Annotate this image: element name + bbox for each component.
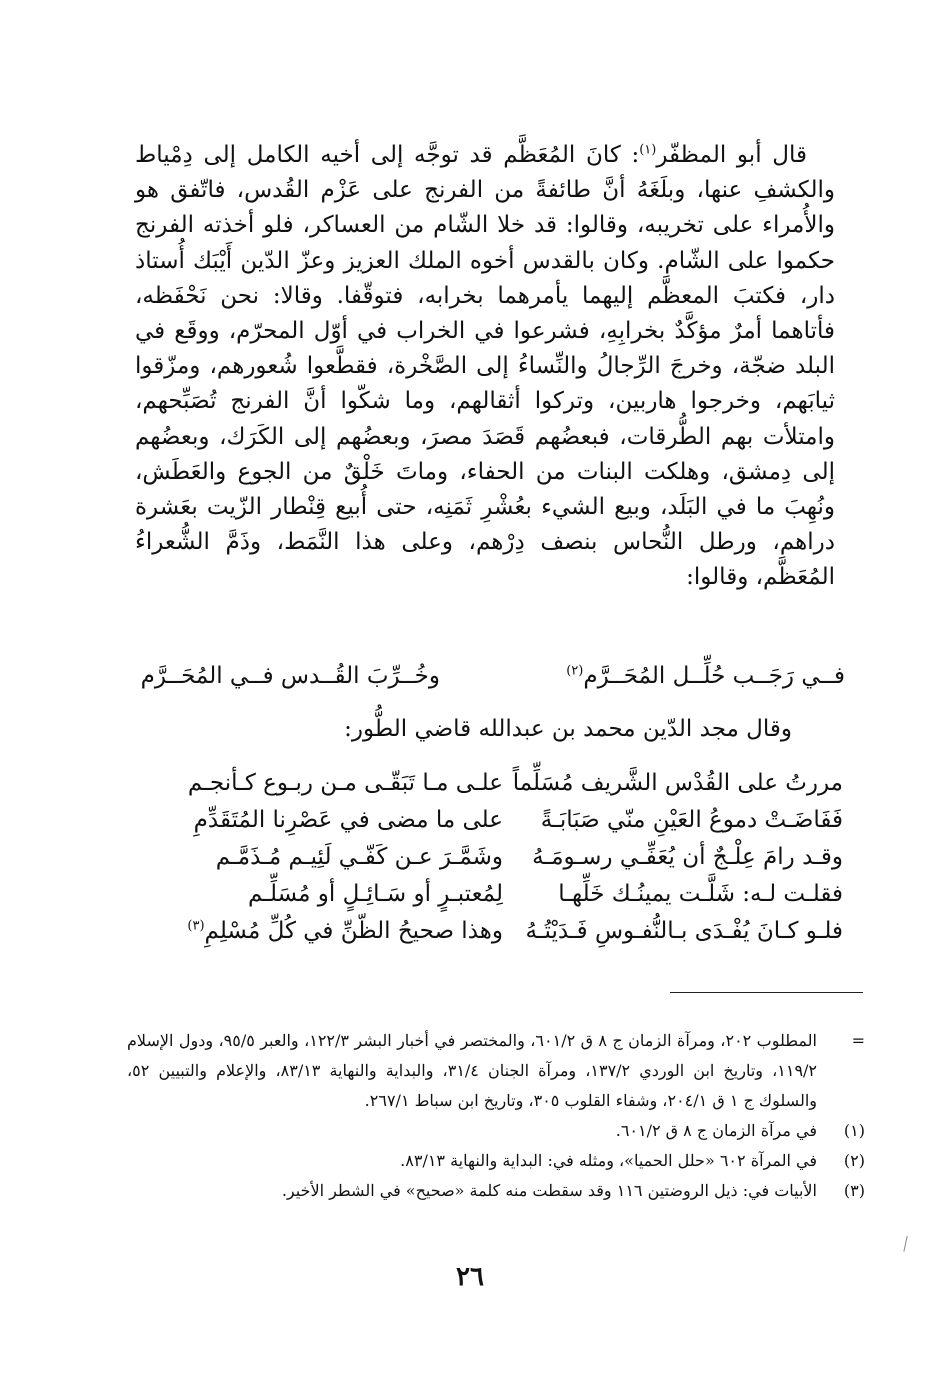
poem-second-hemistich: علـى مـا تَبَقّـى مـن ربـوع كـأنجـم — [187, 770, 503, 796]
page-number: ٢٦ — [456, 1262, 484, 1292]
verse-second-hemistich: وخُــرِّبَ القُــدس فــي المُحَــرَّم — [140, 663, 440, 689]
poem-second-hemistich: وهذا صحيحُ الظّنِّ في كُلِّ مُسْلِمِ$^{(٣)}$ — [187, 918, 503, 944]
poem-second-hemistich: لِمُعتبـرٍ أو سَـائِـلٍ أو مُسَلِّـم — [247, 881, 503, 907]
poem-verse — [123, 918, 843, 955]
verse-first-hemistich: فــي رَجَــب حُلِّــل المُحَــرَّم$^{(٢)}$ — [566, 663, 845, 689]
footnote-ref-1[interactable]: (١) — [639, 142, 657, 158]
footnote-separator — [670, 992, 863, 993]
poem-first-hemistich: فقلـت لـه: شَلَّـت يمينُـك خَلِّهـا — [558, 881, 843, 907]
poem-second-hemistich: وشَمَّـرَ عـن كَفّـي لَئِيـم مُـذَمَّـم — [215, 844, 503, 870]
poem — [123, 770, 843, 955]
footnote-continuation — [127, 1026, 865, 1116]
paragraph-start: قال أبو المظفّر — [656, 142, 807, 168]
continuation-mark: = — [851, 1031, 865, 1050]
verse-line — [125, 663, 845, 703]
footnote-text: في المرآة ٦٠٢ «حلل الحميا»، ومثله في: البداية والنهاية ٨٣/١٣. — [400, 1151, 817, 1170]
footnote-continuation-text: المطلوب ٢٠٢، ومرآة الزمان ج ٨ ق ٦٠١/٢، والمختصر في أخبار البشر ١٢٢/٣، والعبر ٩٥/٥، ودول الإسلام ١١٩/٢، وتاريخ ابن الوردي ١٣٧/٢، ومرآة الجنان ٣١/٤، والبداية والنهاية ٨٣/١٣، والإعلام والتبيين ٥٢، والسلوك ج ١ ق ٢٠٤/١، وشفاء القلوب ٣٠٥، وتاريخ ابن سباط ٢٦٧/١. — [127, 1031, 818, 1110]
margin-mark — [903, 1236, 909, 1252]
footnote-1 — [127, 1116, 865, 1146]
footnote-text: الأبيات في: ذيل الروضتين ١١٦ وقد سقطت منه كلمة «صحيح» في الشطر الأخير. — [281, 1181, 817, 1200]
poem-first-hemistich: فَفَاضَـتْ دموعُ العَيْنِ منّي صَبَابَـةً — [540, 807, 843, 833]
footnotes — [127, 1026, 865, 1206]
footnote-3 — [127, 1176, 865, 1206]
footnote-number: (١) — [843, 1121, 865, 1140]
footnote-text: في مرآة الزمان ج ٨ ق ٦٠١/٢. — [615, 1121, 817, 1140]
footnote-2 — [127, 1146, 865, 1176]
poem-verse — [123, 844, 843, 881]
poem-verse — [123, 770, 843, 807]
poem-second-hemistich: على ما مضى في عَصْرِنا المُتَقَدِّمِ — [193, 807, 503, 833]
footnote-number: (٣) — [843, 1181, 865, 1200]
footnote-number: (٢) — [843, 1151, 865, 1170]
poem-first-hemistich: فلـو كـانَ يُفْـدَى بـالنُّفـوسِ فَـدَيْتُـهُ — [525, 918, 843, 944]
footnote-ref-3[interactable]: (٣) — [187, 918, 205, 934]
poem-verse — [123, 807, 843, 844]
poem-first-hemistich: وقـد رامَ عِلْـجٌ أن يُعَفِّـي رسـومَـهُ — [532, 844, 843, 870]
paragraph-body: : كانَ المُعَظَّم قد توجَّه إلى أخيه الكامل إلى دِمْياط والكشفِ عنها، وبلَغَهُ أنَّ طائفةً من الفرنج على عَزْم القُدس، فاتّفق هو والأُمراء على تخريبه، وقالوا: قد خلا الشّام من العساكر، فلو أخذته الفرنج حكموا على الشّام. وكان بالقدس أخوه الملك العزيز وعزّ الدّين أَيْبَك أُستاذ دار، فكتبَ المعظَّم إليهما يأمرهما بخرابه، فتوقّفا. وقالا: نحن نَحْفَظه، فأتاهما أمرٌ مؤكَّدٌ بخرابِهِ، فشرعوا في الخراب في أوّل المحرّم، ووقَع في البلد ضجّة، وخرجَ الرِّجالُ والنِّساءُ إلى الصَّخْرة، فقطَّعوا شُعورهم، ومزّقوا ثيابَهم، وخرجوا هاربين، وتركوا أثقالهم، وما شكّوا أنَّ الفرنج تُصَبِّحهم، وامتلأت بهم الطُّرقات، فبعضُهم قَصَدَ مصرَ، وبعضُهم إلى الكَرَك، وبعضُهم إلى دِمشق، وهلكت البنات من الحفاء، وماتَ خَلْقٌ من الجوع والعَطَش، ونُهِبَ ما في البَلَد، وبيع الشيء بعُشْرِ ثَمَنِه، حتى أُبيع قِنْطار الزّيت بعَشرة دراهم، ورطل النُّحاس بنصف دِرْهم، وعلى هذا النَّمَط، وذَمَّ الشُّعراءُ المُعَظَّم، وقالوا: — [135, 142, 835, 591]
poem-introduction: وقال مجد الدّين محمد بن عبدالله قاضي الطُّور: — [344, 716, 792, 742]
poem-verse — [123, 881, 843, 918]
footnote-ref-2[interactable]: (٢) — [566, 663, 584, 679]
poem-first-hemistich: مررتُ على القُدْس الشَّريف مُسَلِّماً — [512, 770, 843, 796]
main-paragraph — [135, 138, 835, 596]
